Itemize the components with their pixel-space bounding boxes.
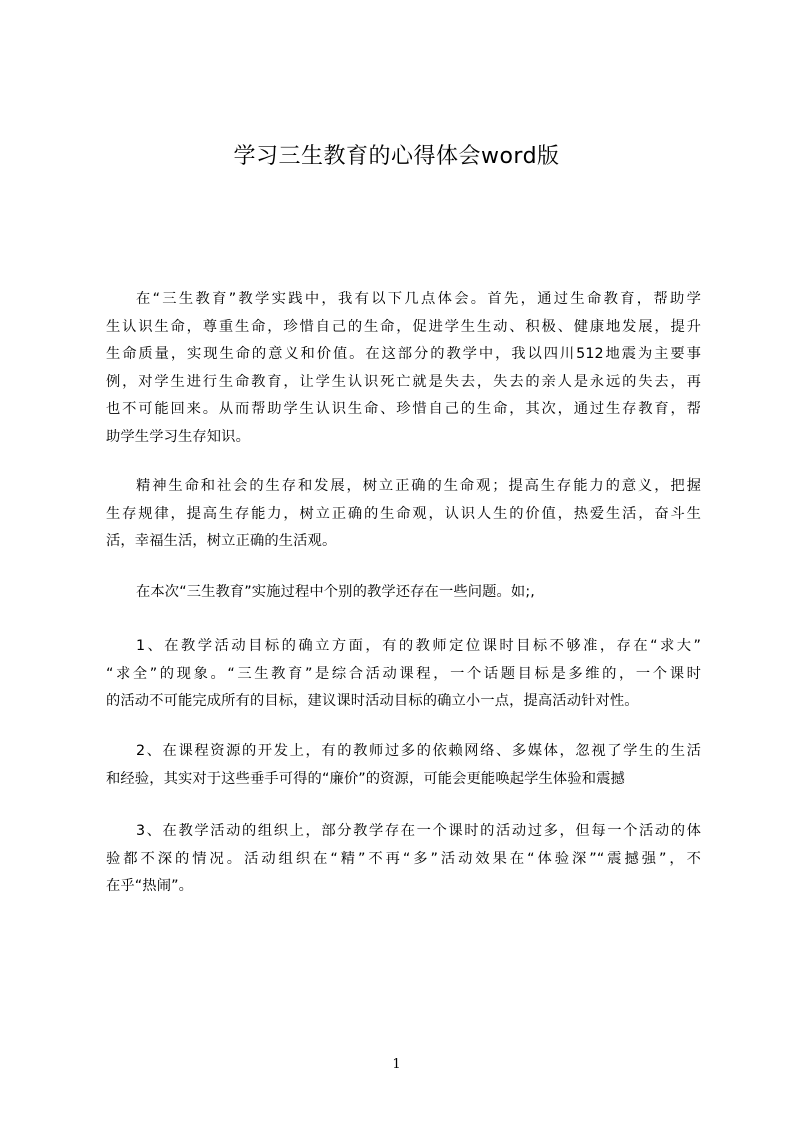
paragraph-line: 在乎“热闹”。 <box>106 878 193 894</box>
paragraph-line: 3、在教学活动的组织上，部分教学存在一个课时的活动过多，但每一个活动的体 <box>136 823 701 839</box>
paragraph-3 <box>106 579 701 607</box>
paragraph-line: 在本次“三生教育”实施过程中个别的教学还存在一些问题。如;, <box>136 584 535 600</box>
paragraph-6 <box>106 818 701 901</box>
paragraph-line: 生命质量，实现生命的意义和价值。在这部分的教学中，我以四川512地震为主要事 <box>106 346 701 362</box>
page-title: 学习三生教育的心得体会word版 <box>233 144 560 169</box>
paragraph-line: 1、在教学活动目标的确立方面，有的教师定位课时目标不够准，存在“求大” <box>136 638 701 654</box>
paragraph-2 <box>106 473 701 556</box>
paragraph-line: 和经验，其实对于这些垂手可得的“廉价”的资源，可能会更能唤起学生体验和震撼 <box>106 770 625 787</box>
paragraph-line: 精神生命和社会的生存和发展，树立正确的生命观；提高生存能力的意义，把握 <box>136 478 701 494</box>
paragraph-line: 在“三生教育”教学实践中，我有以下几点体会。首先，通过生命教育，帮助学 <box>136 291 701 307</box>
paragraph-line: 验都不深的情况。活动组织在“精”不再“多”活动效果在“体验深”“震撼强”，不 <box>106 850 701 867</box>
paragraph-line: 例，对学生进行生命教育，让学生认识死亡就是失去，失去的亲人是永远的失去，再 <box>106 373 701 390</box>
paragraph-5 <box>106 738 701 793</box>
paragraph-line: “求全”的现象。“三生教育”是综合活动课程，一个话题目标是多维的，一个课时 <box>106 665 701 682</box>
paragraph-line: 2、在课程资源的开发上，有的教师过多的依赖网络、多媒体，忽视了学生的生活 <box>136 743 701 759</box>
paragraph-line: 助学生学习生存知识。 <box>106 428 250 445</box>
paragraph-line: 生认识生命，尊重生命，珍惜自己的生命，促进学生生动、积极、健康地发展，提升 <box>106 318 701 335</box>
paragraph-line: 也不可能回来。从而帮助学生认识生命、珍惜自己的生命，其次，通过生存教育，帮 <box>106 401 701 417</box>
paragraph-1 <box>106 286 701 451</box>
paragraph-line: 的活动不可能完成所有的目标，建议课时活动目标的确立小一点，提高活动针对性。 <box>106 693 639 709</box>
paragraph-line: 生存规律，提高生存能力，树立正确的生命观，认识人生的价值，热爱生活，奋斗生 <box>106 505 701 522</box>
page-number: 1 <box>392 1057 401 1072</box>
paragraph-line: 活，幸福生活，树立正确的生活观。 <box>106 533 337 549</box>
paragraph-4 <box>106 633 701 716</box>
